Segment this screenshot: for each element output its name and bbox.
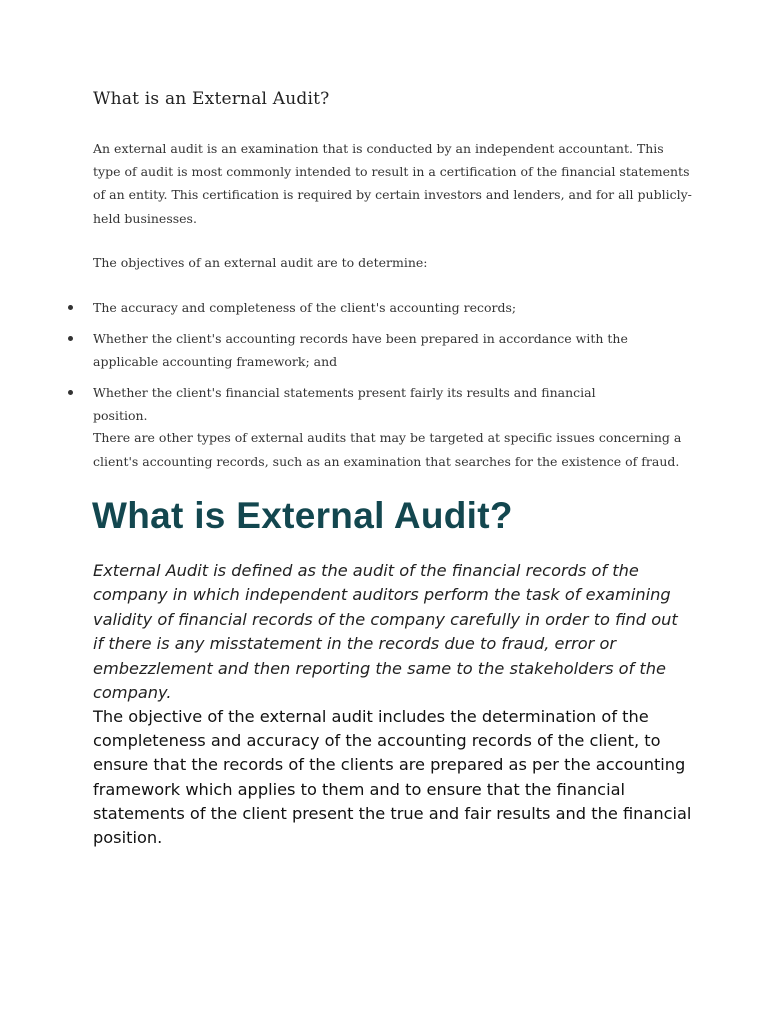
objectives-list [0,296,768,427]
list-item [0,381,653,427]
bullet-icon [68,336,73,341]
list-item [0,327,653,373]
list-item-text: Whether the client's accounting records have been prepared in accordance with the applicable accounting framework; and [93,331,628,369]
list-item-text: Whether the client's financial statements present fairly its results and financial position. [93,385,596,423]
external-audit-objective: The objective of the external audit includes the determination of the completeness and accuracy of the accounting records of the client, to ensure that the records of the clients are prepared as per the accounting framework which applies to them and to ensure that the financial statements of the client present the true and fair results and the financial position. [93,707,692,848]
section1-intro: An external audit is an examination that is conducted by an independent accountant. This type of audit is most commonly intended to result in a certification of the financial statements of an entity. This certification is required by certain investors and lenders, and for all publicly-held businesses. [93,141,692,226]
section2-title: What is External Audit? [92,495,513,536]
other-audit-types: There are other types of external audits that may be targeted at specific issues concerning a client's accounting records, such as an examination that searches for the existence of fraud. [93,430,682,469]
bullet-icon [68,390,73,395]
external-audit-definition: External Audit is defined as the audit of the financial records of the company in which independent auditors perform the task of examining validity of financial records of the company carefully in order to find out if there is any misstatement in the records due to fraud, error or embezzlement and then reporting the same to the stakeholders of the company. [93,561,678,703]
list-item [0,296,653,319]
list-item-text: The accuracy and completeness of the client's accounting records; [93,300,517,315]
section1-title: What is an External Audit? [93,89,330,109]
bullet-icon [68,305,73,310]
objectives-lead: The objectives of an external audit are to determine: [93,255,428,270]
